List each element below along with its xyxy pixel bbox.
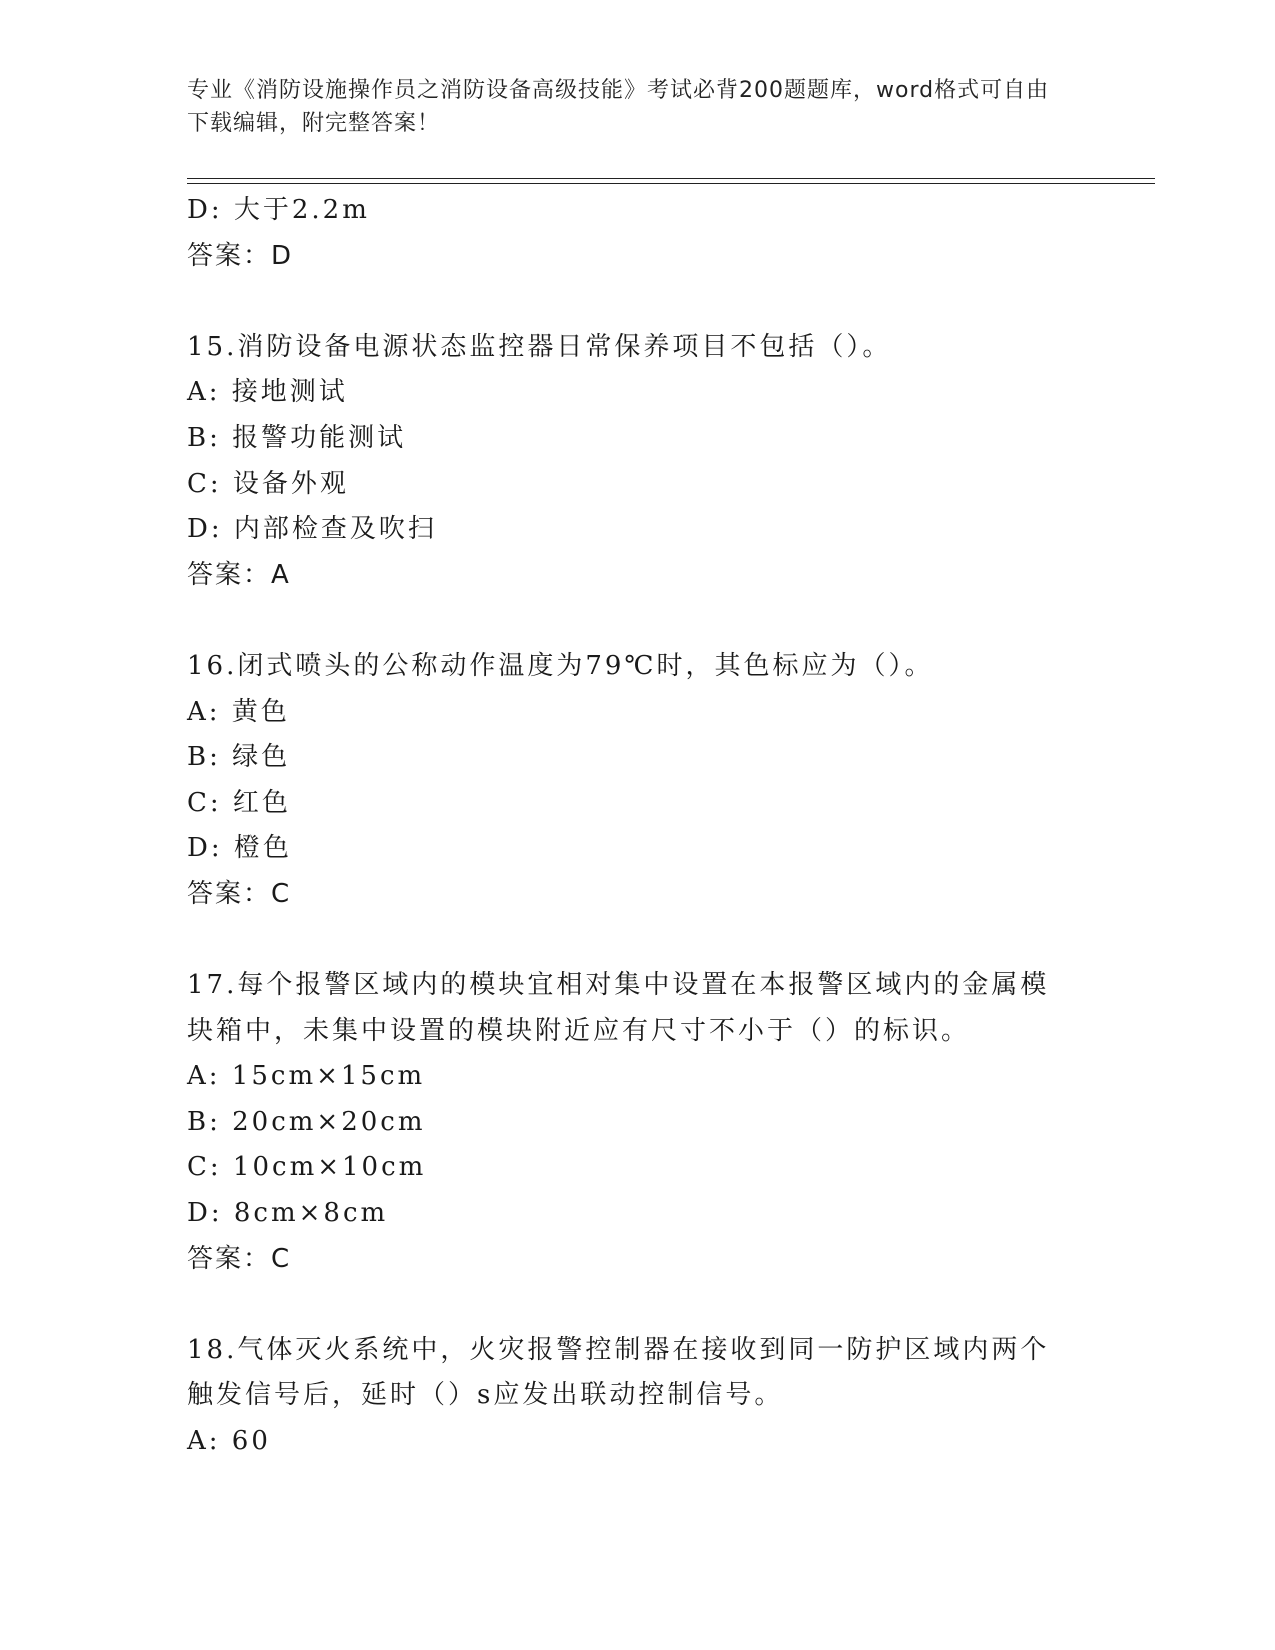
question-stem: 17.每个报警区域内的模块宜相对集中设置在本报警区域内的金属模块箱中，未集中设置的模块附近应有尺寸不小于（）的标识。 [187, 970, 1050, 1046]
header-rule-bottom [187, 183, 1155, 184]
document-header: 专业《消防设施操作员之消防设备高级技能》考试必背200题题库，word格式可自由下载编辑，附完整答案！ [187, 78, 1050, 136]
option-c: C: 红色 [187, 787, 291, 818]
option-a: A: 15cm×15cm [187, 1061, 426, 1092]
option-b: B: 绿色 [187, 742, 291, 773]
option-d: D: 橙色 [187, 833, 292, 864]
question-16 [187, 644, 1087, 918]
option-d: D: 8cm×8cm [187, 1198, 389, 1229]
question-list [187, 188, 1087, 1465]
header-rule-top [187, 178, 1155, 179]
spacer [187, 918, 1087, 964]
previous-question-tail [187, 188, 1087, 279]
answer-line: 答案：C [187, 1243, 292, 1274]
option-a: A: 黄色 [187, 696, 290, 727]
question-18 [187, 1328, 1087, 1465]
question-15 [187, 325, 1087, 599]
spacer [187, 279, 1087, 325]
question-stem: 16.闭式喷头的公称动作温度为79℃时，其色标应为（）。 [187, 650, 934, 681]
option-c: C: 设备外观 [187, 468, 349, 499]
option-b: B: 20cm×20cm [187, 1106, 426, 1137]
question-stem: 15.消防设备电源状态监控器日常保养项目不包括（）。 [187, 331, 892, 362]
answer-line: 答案：D [187, 240, 294, 271]
question-17 [187, 963, 1087, 1282]
option-a: A: 接地测试 [187, 377, 348, 408]
option-d: D: 大于2.2m [187, 195, 370, 225]
option-c: C: 10cm×10cm [187, 1152, 427, 1183]
spacer [187, 598, 1087, 644]
question-stem: 18.气体灭火系统中，火灾报警控制器在接收到同一防护区域内两个触发信号后，延时（）s应发出联动控制信号。 [187, 1334, 1050, 1411]
option-d: D: 内部检查及吹扫 [187, 514, 437, 545]
answer-line: 答案：C [187, 878, 292, 909]
option-a: A: 60 [187, 1426, 271, 1457]
spacer [187, 1282, 1087, 1328]
option-b: B: 报警功能测试 [187, 422, 407, 453]
answer-line: 答案：A [187, 559, 291, 590]
